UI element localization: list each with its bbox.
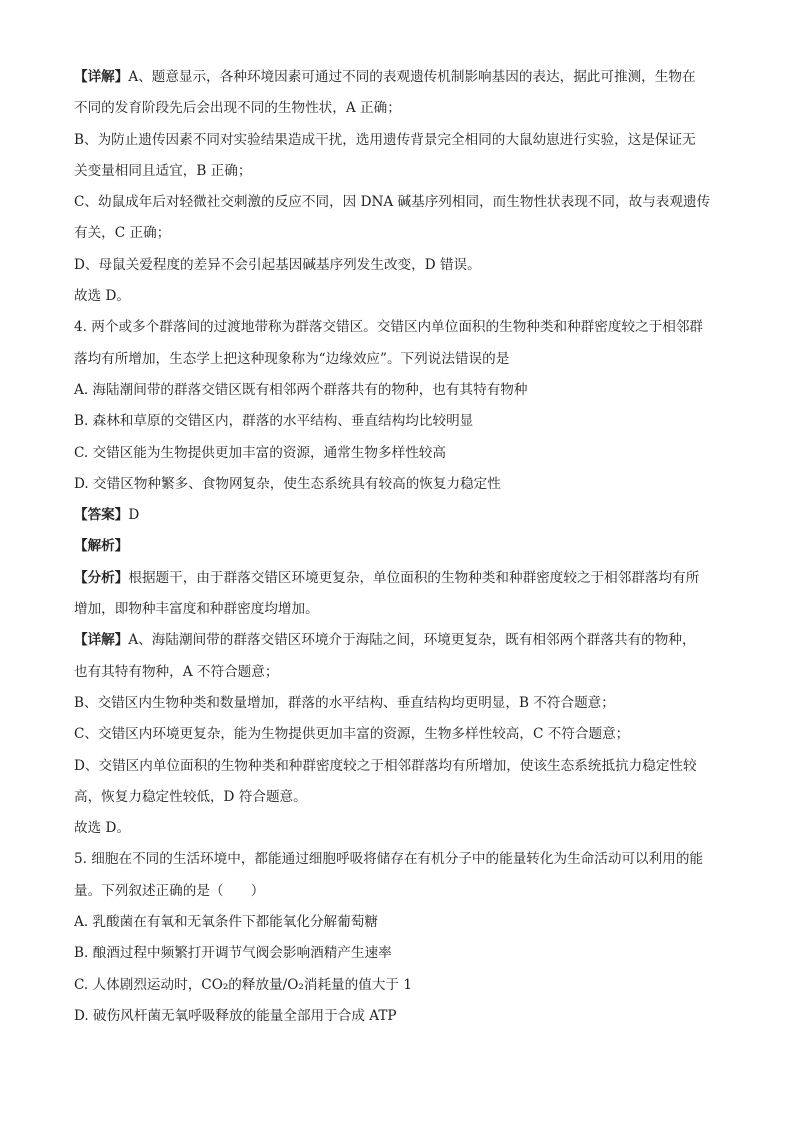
line-text: 关变量相同且适宜，B 正确； bbox=[74, 162, 252, 179]
section-tag: 【解析】 bbox=[74, 538, 129, 555]
line-text: 增加，即物种丰富度和种群密度均增加。 bbox=[74, 601, 319, 618]
line-text: 故选 D。 bbox=[74, 820, 131, 837]
line-text: C. 交错区能为生物提供更加丰富的资源，通常生物多样性较高 bbox=[74, 444, 446, 461]
line-text: B、交错区内生物种类和数量增加，群落的水平结构、垂直结构均更明显，B 不符合题意； bbox=[74, 694, 615, 711]
section-tag: 【答案】 bbox=[74, 507, 129, 524]
line-text: 故选 D。 bbox=[74, 288, 131, 305]
text-line bbox=[74, 719, 722, 750]
section-tag: 【分析】 bbox=[74, 569, 129, 586]
line-text: 有关，C 正确； bbox=[74, 225, 171, 242]
text-line bbox=[74, 406, 722, 437]
text-line bbox=[74, 93, 722, 124]
text-line bbox=[74, 970, 722, 1001]
line-text: 不同的发育阶段先后会出现不同的生物性状，A 正确； bbox=[74, 100, 401, 117]
text-line bbox=[74, 469, 722, 500]
section-tag: 【详解】 bbox=[74, 69, 129, 85]
text-line bbox=[74, 531, 722, 562]
text-line bbox=[74, 876, 722, 907]
line-text: D bbox=[128, 507, 140, 524]
text-body bbox=[74, 62, 722, 1032]
text-line bbox=[74, 563, 722, 594]
text-line bbox=[74, 375, 722, 406]
text-line bbox=[74, 281, 722, 312]
line-text: A. 乳酸菌在有氧和无氧条件下都能氧化分解葡萄糖 bbox=[74, 914, 378, 931]
line-text: D、交错区内单位面积的生物种类和种群密度较之于相邻群落均有所增加，使该生态系统抵抗力稳定性较 bbox=[74, 757, 697, 774]
line-text: 4. 两个或多个群落间的过渡地带称为群落交错区。交错区内单位面积的生物种类和种群密度较之于相邻群 bbox=[74, 319, 704, 336]
line-text: 也有其特有物种，A 不符合题意； bbox=[74, 663, 279, 680]
text-line bbox=[74, 657, 722, 688]
line-text: A. 海陆潮间带的群落交错区既有相邻两个群落共有的物种，也有其特有物种 bbox=[74, 381, 528, 398]
text-line bbox=[74, 688, 722, 719]
text-line bbox=[74, 938, 722, 969]
line-text: 5. 细胞在不同的生活环境中，都能通过细胞呼吸将储存在有机分子中的能量转化为生命活动可以利用的能 bbox=[74, 851, 704, 868]
line-text: B、为防止遗传因素不同对实验结果造成干扰，选用遗传背景完全相同的大鼠幼崽进行实验，这是保证无 bbox=[74, 131, 696, 148]
line-text: 高，恢复力稳定性较低，D 符合题意。 bbox=[74, 788, 307, 805]
text-line bbox=[74, 344, 722, 375]
text-line bbox=[74, 156, 722, 187]
text-line bbox=[74, 594, 722, 625]
text-line bbox=[74, 500, 722, 531]
line-text: A、海陆潮间带的群落交错区环境介于海陆之间，环境更复杂，既有相邻两个群落共有的物种， bbox=[128, 632, 696, 649]
section-tag: 【详解】 bbox=[74, 632, 129, 649]
line-text: A、题意显示，各种环境因素可通过不同的表观遗传机制影响基因的表达，据此可推测，生物在 bbox=[128, 69, 696, 85]
text-line bbox=[74, 125, 722, 156]
line-text: C、交错区内环境更复杂，能为生物提供更加丰富的资源，生物多样性较高，C 不符合题意； bbox=[74, 726, 630, 743]
text-line bbox=[74, 844, 722, 875]
line-text: D. 破伤风杆菌无氧呼吸释放的能量全部用于合成 ATP bbox=[74, 1007, 397, 1024]
line-text: B. 森林和草原的交错区内，群落的水平结构、垂直结构均比较明显 bbox=[74, 413, 474, 430]
line-text: D. 交错区物种繁多、食物网复杂，使生态系统具有较高的恢复力稳定性 bbox=[74, 475, 501, 492]
text-line bbox=[74, 907, 722, 938]
text-line bbox=[74, 438, 722, 469]
text-line bbox=[74, 312, 722, 343]
text-line bbox=[74, 813, 722, 844]
text-line bbox=[74, 187, 722, 218]
text-line bbox=[74, 250, 722, 281]
text-line bbox=[74, 782, 722, 813]
line-text: 落均有所增加，生态学上把这种现象称为“边缘效应”。下列说法错误的是 bbox=[74, 350, 510, 367]
text-line bbox=[74, 1001, 722, 1032]
line-text: B. 酿酒过程中频繁打开调节气阀会影响酒精产生速率 bbox=[74, 945, 392, 962]
line-text: C. 人体剧烈运动时，CO₂的释放量/O₂消耗量的值大于 1 bbox=[74, 976, 412, 993]
text-line bbox=[74, 218, 722, 249]
text-line bbox=[74, 751, 722, 782]
text-line bbox=[74, 62, 722, 93]
text-line bbox=[74, 625, 722, 656]
line-text: C、幼鼠成年后对轻微社交刺激的反应不同，因 DNA 碱基序列相同，而生物性状表现不同，故与表观遗传 bbox=[74, 194, 711, 211]
line-text: 量。下列叙述正确的是（ ） bbox=[74, 882, 265, 899]
line-text: D、母鼠关爱程度的差异不会引起基因碱基序列发生改变，D 错误。 bbox=[74, 256, 481, 273]
line-text: 根据题干，由于群落交错区环境更复杂，单位面积的生物种类和种群密度较之于相邻群落均有所 bbox=[128, 569, 700, 586]
